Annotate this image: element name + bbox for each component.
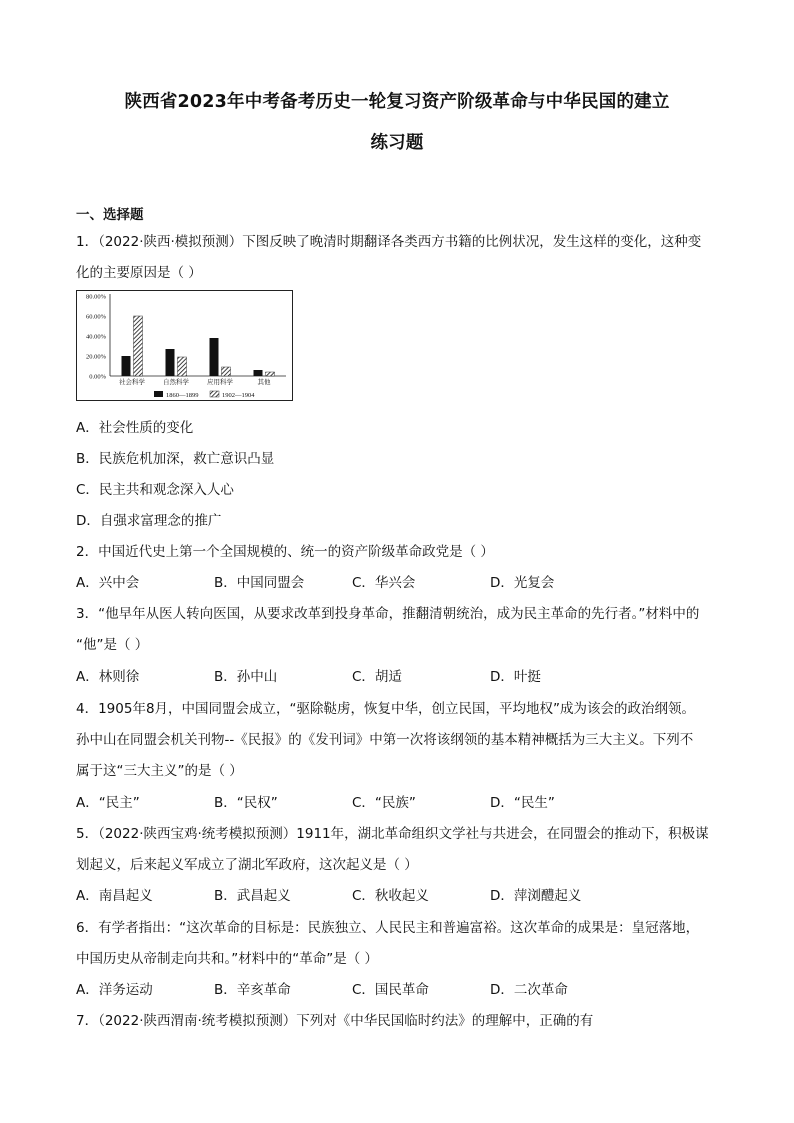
question-1-option-d[interactable]: D．自强求富理念的推广	[76, 513, 222, 529]
section-heading: 一、选择题	[76, 207, 144, 223]
x-tick-label: 社会科学	[119, 378, 145, 386]
question-6-option-b[interactable]: B．辛亥革命	[214, 982, 291, 998]
question-2-option-c[interactable]: C．华兴会	[352, 575, 416, 591]
question-3-option-a[interactable]: A．林则徐	[76, 669, 140, 685]
bar-series2	[134, 316, 143, 376]
question-1-stem: 1．（2022·陕西·模拟预测）下图反映了晚清时期翻译各类西方书籍的比例状况，发生这样的变化，这种变	[76, 234, 702, 250]
question-1-stem-cont: 化的主要原因是（ ）	[76, 265, 202, 281]
question-6-stem: 6．有学者指出：“这次革命的目标是：民族独立、人民民主和普遍富裕。这次革命的成果是：皇冠落地，	[76, 920, 700, 936]
question-5-stem-cont: 划起义，后来起义军成立了湖北军政府，这次起义是（ ）	[76, 857, 418, 873]
y-tick-label: 40.00%	[85, 333, 106, 341]
bar-series1	[210, 338, 219, 376]
bar-series1	[254, 370, 263, 376]
question-3-stem: 3．“他早年从医人转向医国，从要求改革到投身革命，推翻清朝统治，成为民主革命的先行者。”材料中的	[76, 606, 700, 622]
legend-swatch	[154, 391, 163, 397]
question-3-option-d[interactable]: D．叶挺	[490, 669, 541, 685]
question-4-option-b[interactable]: B．“民权”	[214, 795, 278, 811]
question-1-option-a[interactable]: A．社会性质的变化	[76, 420, 194, 436]
question-4-option-d[interactable]: D．“民生”	[490, 795, 555, 811]
question-3-option-b[interactable]: B．孙中山	[214, 669, 278, 685]
question-1-option-b[interactable]: B．民族危机加深，救亡意识凸显	[76, 451, 275, 467]
bar-series1	[122, 356, 131, 376]
question-6-option-d[interactable]: D．二次革命	[490, 982, 568, 998]
question-2-option-a[interactable]: A．兴中会	[76, 575, 140, 591]
y-tick-label: 20.00%	[85, 353, 106, 361]
bar-series2	[178, 357, 187, 376]
book-ratio-bar-chart	[76, 290, 294, 402]
question-3-stem-cont: “他”是（ ）	[76, 637, 149, 653]
question-4-option-a[interactable]: A．“民主”	[76, 795, 140, 811]
page-subtitle: 练习题	[370, 133, 424, 153]
question-6-option-c[interactable]: C．国民革命	[352, 982, 429, 998]
y-tick-label: 60.00%	[85, 313, 106, 321]
question-5-option-b[interactable]: B．武昌起义	[214, 888, 291, 904]
question-4-stem: 4．1905年8月，中国同盟会成立，“驱除鞑虏，恢复中华，创立民国，平均地权”成为该会的政治纲领。	[76, 701, 696, 717]
question-5-option-d[interactable]: D．萍浏醴起义	[490, 888, 582, 904]
question-2-option-b[interactable]: B．中国同盟会	[214, 575, 305, 591]
question-5-stem: 5．（2022·陕西宝鸡·统考模拟预测）1911年，湖北革命组织文学社与共进会，在同盟会的推动下，积极谋	[76, 826, 709, 842]
bar-series2	[222, 367, 231, 376]
legend-label: 1860—1899	[166, 392, 199, 399]
y-tick-label: 0.00%	[89, 373, 106, 381]
question-4-option-c[interactable]: C．“民族”	[352, 795, 416, 811]
bar-series1	[166, 349, 175, 376]
question-2-stem: 2．中国近代史上第一个全国规模的、统一的资产阶级革命政党是（ ）	[76, 544, 494, 560]
legend-swatch	[210, 391, 219, 397]
question-7-stem: 7．（2022·陕西渭南·统考模拟预测）下列对《中华民国临时约法》的理解中，正确的有	[76, 1013, 594, 1029]
question-4-stem-cont-2: 属于这“三大主义”的是（ ）	[76, 763, 243, 779]
question-6-stem-cont: 中国历史从帝制走向共和。”材料中的“革命”是（ ）	[76, 951, 379, 967]
x-tick-label: 应用科学	[207, 378, 233, 386]
x-tick-label: 其他	[257, 378, 271, 386]
question-3-option-c[interactable]: C．胡适	[352, 669, 402, 685]
y-tick-label: 80.00%	[85, 293, 106, 301]
question-6-option-a[interactable]: A．洋务运动	[76, 982, 153, 998]
question-5-option-c[interactable]: C．秋收起义	[352, 888, 429, 904]
bar-series2	[266, 372, 275, 376]
question-4-stem-cont-1: 孙中山在同盟会机关刊物--《民报》的《发刊词》中第一次将该纲领的基本精神概括为三大主义。下列不	[76, 732, 694, 748]
question-5-option-a[interactable]: A．南昌起义	[76, 888, 153, 904]
page-title: 陕西省2023年中考备考历史一轮复习资产阶级革命与中华民国的建立	[124, 92, 670, 112]
question-2-option-d[interactable]: D．光复会	[490, 575, 555, 591]
question-1-option-c[interactable]: C．民主共和观念深入人心	[76, 482, 234, 498]
legend-label: 1902—1904	[222, 392, 255, 399]
x-tick-label: 自然科学	[163, 378, 189, 386]
